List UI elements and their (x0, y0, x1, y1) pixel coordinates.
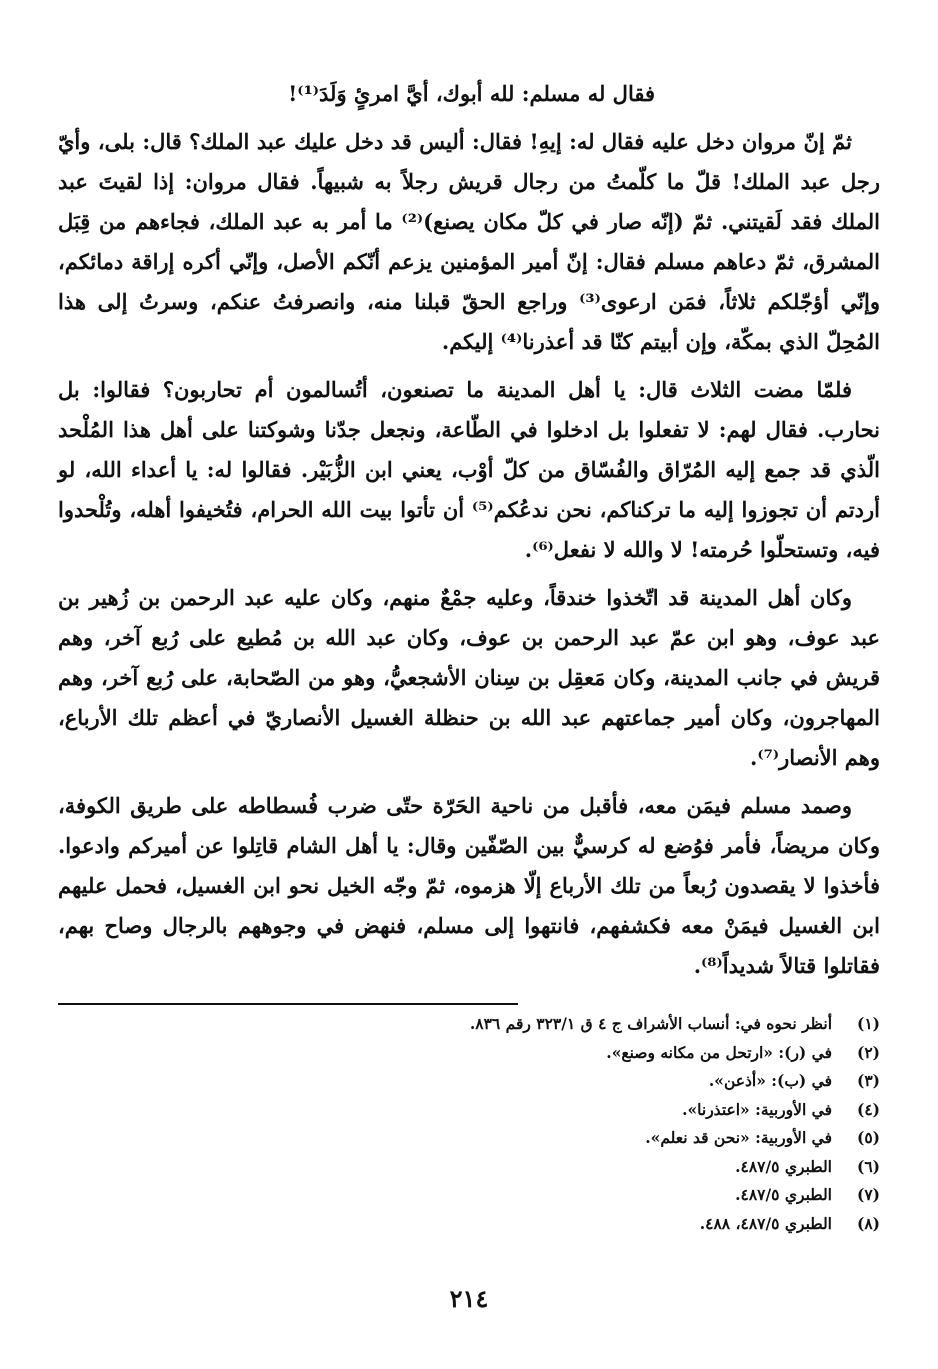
paragraph-5: وصمد مسلم فيمَن معه، فأقبل من ناحية الحَرّة حتّى ضرب فُسطاطه على طريق الكوفة، وكان مريضاً، فأمر فوُضع له كرسيٌّ بين الصّفّين وقال: يا أهل الشام قاتِلوا عن أميركم وادعوا. فأخذوا لا يقصدون رُبعاً من تلك الأرباع إلّا هزموه، ثمّ وجّه الخيل نحو ابن الغسيل، فحمل عليهم ابن الغسيل فيمَنْ معه فكشفهم، فانتهوا إلى مسلم، فنهض في وجوههم بالرجال وصاح بهم، فقاتلوا قتالاً شديداً⁽⁸⁾. (58, 793, 880, 978)
footnote-number: (٣) (856, 1071, 880, 1090)
footnote-text: أنظر نحوه في: أنساب الأشراف ج ٤ ق ٣٢٣/١ رقم ٨٣٦. (469, 1014, 832, 1033)
main-text (58, 74, 880, 994)
paragraph-1: فقال له مسلم: لله أبوك، أيَّ امرئٍ وَلَدَ⁽¹⁾! (288, 81, 655, 106)
footnote-1 (360, 1010, 880, 1039)
footnote-number: (٥) (856, 1128, 880, 1147)
footnote-number: (٢) (856, 1042, 880, 1062)
footnote-4 (360, 1096, 880, 1125)
page-number: ٢١٤ (449, 1284, 489, 1313)
footnote-2 (360, 1039, 880, 1068)
paragraph-3: فلمّا مضت الثلاث قال: يا أهل المدينة ما تصنعون، أتُسالمون أم تحاربون؟ فقالوا: بل نحارب. فقال لهم: لا تفعلوا بل ادخلوا في الطّاعة، ونجعل جدّنا وشوكتنا على أهل هذا المُلْحد الّذي قد جمع إليه المُرّاق والفُسّاق من كلّ أوْب، يعني ابن الزُّبَيْر. فقالوا له: يا أعداء الله، لو أردتم أن تجوزوا إليه ما تركناكم، نحن ندعُكم⁽⁵⁾ أن تأتوا بيت الله الحرام، فتُخيفوا أهله، وتُلْحدوا فيه، وتستحلّوا حُرمته! لا والله لا نفعل⁽⁶⁾. (58, 377, 880, 562)
footnote-5 (360, 1124, 880, 1153)
footnote-divider (58, 1003, 518, 1005)
footnote-text: في (ر): «ارتحل من مكانه وصنع». (606, 1042, 832, 1062)
footnote-3 (360, 1067, 880, 1096)
footnote-number: (٨) (856, 1213, 880, 1233)
paragraph-2: ثمّ إنّ مروان دخل عليه فقال له: إيهِ! فقال: أليس قد دخل عليك عبد الملك؟ قال: بلى، وأيّ رجل عبد الملك! قلّ ما كلّمتُ من رجال قريش رجلاً به شبيهاً. فقال مروان: إذا لقيتَ عبد الملك فقد لَقيتني. ثمّ (إنّه صار في كلّ مكان يصنع)⁽²⁾ ما أمر به عبد الملك، فجاءهم من قِبَل المشرق، ثمّ دعاهم مسلم فقال: إنّ أمير المؤمنين يزعم أنّكم الأصل، وإنّي أكره إراقة دمائكم، وإنّي أؤجّلكم ثلاثاً، فمَن ارعوى⁽³⁾ وراجع الحقّ قبلنا منه، وانصرفتُ عنكم، وسرتُ إلى هذا المُحِلّ الذي بمكّة، وإن أبيتم كنّا قد أعذرنا⁽⁴⁾ إليكم. (58, 129, 880, 354)
footnote-6 (360, 1153, 880, 1182)
footnote-number: (٦) (856, 1156, 880, 1176)
footnote-text: في (ب): «أذعن». (708, 1071, 832, 1090)
footnote-text: الطبري ٤٨٧/٥، ٤٨٨. (699, 1213, 832, 1233)
footnote-number: (٤) (856, 1099, 880, 1119)
footnote-number: (١) (856, 1014, 880, 1033)
footnote-7 (360, 1181, 880, 1210)
footnote-text: الطبري ٤٨٧/٥. (735, 1156, 832, 1176)
footnote-text: في الأوربية: «اعتذرنا». (682, 1099, 832, 1119)
footnote-text: الطبري ٤٨٧/٥. (735, 1185, 832, 1204)
footnotes (360, 1010, 880, 1238)
footnote-number: (٧) (856, 1185, 880, 1204)
paragraph-4: وكان أهل المدينة قد اتّخذوا خندقاً، وعليه جمْعٌ منهم، وكان عليه عبد الرحمن بن زُهير بن عبد عوف، وهو ابن عمّ عبد الرحمن بن عوف، وكان عبد الله بن مُطيع على رُبع آخر، وهم قريش في جانب المدينة، وكان مَعقِل بن سِنان الأشجعيُّ، وهو من الصّحابة، على رُبع آخر، وهم المهاجرون، وكان أمير جماعتهم عبد الله بن حنظلة الغسيل الأنصاريّ في أعظم تلك الأرباع، وهم الأنصار⁽⁷⁾. (58, 585, 880, 770)
footnote-8 (360, 1210, 880, 1239)
footnote-text: في الأوربية: «نحن قد نعلم». (645, 1128, 832, 1147)
